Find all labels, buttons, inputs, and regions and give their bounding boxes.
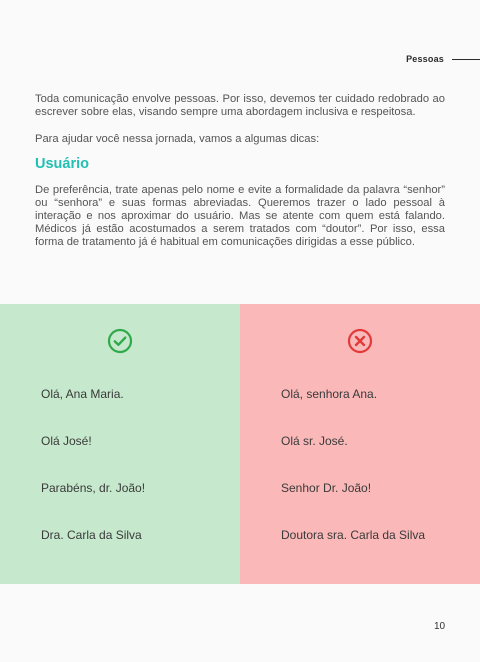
- dont-example: Olá, senhora Ana.: [281, 387, 378, 401]
- section-heading: Usuário: [35, 156, 89, 172]
- section-title: Pessoas: [406, 54, 444, 64]
- dont-example: Senhor Dr. João!: [281, 481, 372, 495]
- do-example: Olá José!: [41, 434, 92, 448]
- do-examples-list: [41, 387, 145, 575]
- main-content: [35, 93, 445, 249]
- x-circle-icon: [347, 328, 373, 354]
- do-example: Olá, Ana Maria.: [41, 387, 124, 401]
- dont-examples-list: [281, 387, 425, 575]
- dont-example: Olá sr. José.: [281, 434, 348, 448]
- page-number: 10: [434, 621, 446, 632]
- page-header: [406, 52, 480, 66]
- header-rule: [452, 59, 480, 60]
- comparison-panel: [0, 304, 480, 584]
- do-example: Dra. Carla da Silva: [41, 528, 142, 542]
- intro-paragraph: Toda comunicação envolve pessoas. Por isso, devemos ter cuidado redobrado ao escrever sobre elas, visando sempre uma abordagem inclusiva e respeitosa.: [35, 93, 445, 118]
- do-column: [0, 304, 240, 584]
- intro-tips-line: Para ajudar você nessa jornada, vamos a algumas dicas:: [35, 133, 320, 145]
- check-circle-icon: [107, 328, 133, 354]
- section-body: De preferência, trate apenas pelo nome e evite a formalidade da palavra “senhor” ou “senhora” e suas formas abreviadas. Queremos trazer o lado pessoal à interação e nos aproximar do usuário. Mas se atente com quem está falando. Médicos já estão acostumados a serem tratados com “doutor”. Por isso, essa forma de tratamento já é habitual em comunicações dirigidas a esse público.: [35, 184, 445, 248]
- dont-column: [240, 304, 480, 584]
- dont-example: Doutora sra. Carla da Silva: [281, 528, 426, 542]
- do-example: Parabéns, dr. João!: [41, 481, 146, 495]
